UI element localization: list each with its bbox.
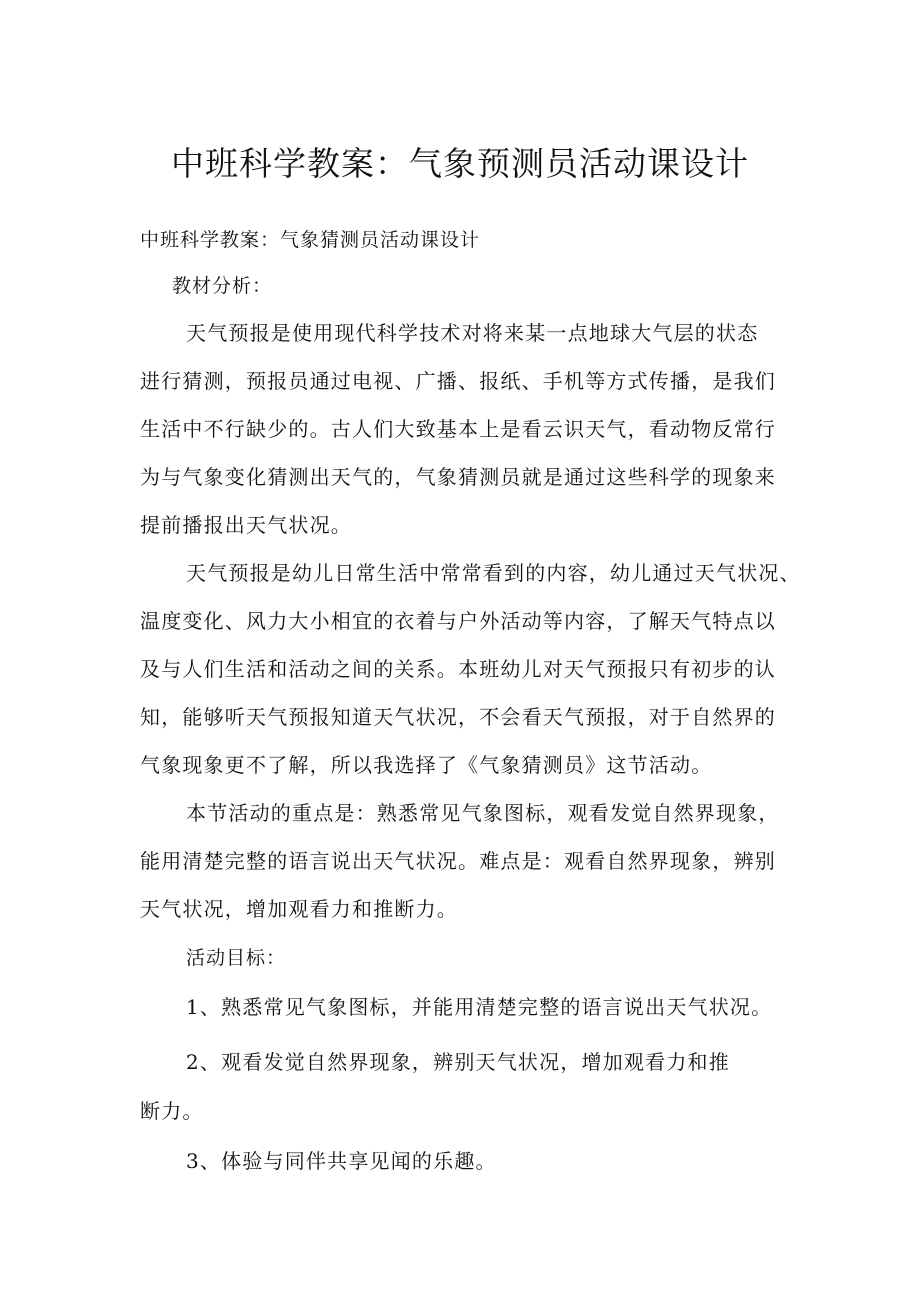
paragraph-line: 生活中不行缺少的。古人们大致基本上是看云识天气，看动物反常行	[140, 417, 776, 441]
paragraph-line: 进行猜测，预报员通过电视、广播、报纸、手机等方式传播，是我们	[140, 369, 776, 393]
paragraph-line: 天气预报是幼儿日常生活中常常看到的内容，幼儿通过天气状况、	[186, 561, 801, 585]
paragraph-line: 气象现象更不了解，所以我选择了《气象猜测员》这节活动。	[140, 753, 713, 777]
paragraph-line: 温度变化、风力大小相宜的衣着与户外活动等内容，了解天气特点以	[140, 609, 776, 633]
goal-item: 3、体验与同伴共享见闻的乐趣。	[186, 1149, 497, 1173]
paragraph-line: 及与人们生活和活动之间的关系。本班幼儿对天气预报只有初步的认	[140, 657, 776, 681]
paragraph-line: 知，能够听天气预报知道天气状况，不会看天气预报，对于自然界的	[140, 705, 776, 729]
document-title: 中班科学教案：气象预测员活动课设计	[171, 144, 749, 183]
goal-item: 2、观看发觉自然界现象，辨别天气状况，增加观看力和推	[186, 1050, 730, 1074]
goal-item-continuation: 断力。	[140, 1099, 204, 1123]
document-subtitle: 中班科学教案：气象猜测员活动课设计	[140, 229, 481, 251]
paragraph-line: 天气预报是使用现代科学技术对将来某一点地球大气层的状态	[186, 321, 759, 345]
paragraph-line: 能用清楚完整的语言说出天气状况。难点是：观看自然界现象，辨别	[140, 849, 776, 873]
paragraph-line: 天气状况，增加观看力和推断力。	[140, 897, 458, 921]
section-heading-goals: 活动目标：	[186, 947, 287, 969]
paragraph-line: 为与气象变化猜测出天气的，气象猜测员就是通过这些科学的现象来	[140, 465, 776, 489]
section-heading-material: 教材分析：	[172, 275, 273, 297]
paragraph-line: 本节活动的重点是：熟悉常见气象图标，观看发觉自然界现象，	[186, 801, 780, 825]
goal-item: 1、熟悉常见气象图标，并能用清楚完整的语言说出天气状况。	[186, 995, 773, 1019]
paragraph-line: 提前播报出天气状况。	[140, 513, 352, 537]
